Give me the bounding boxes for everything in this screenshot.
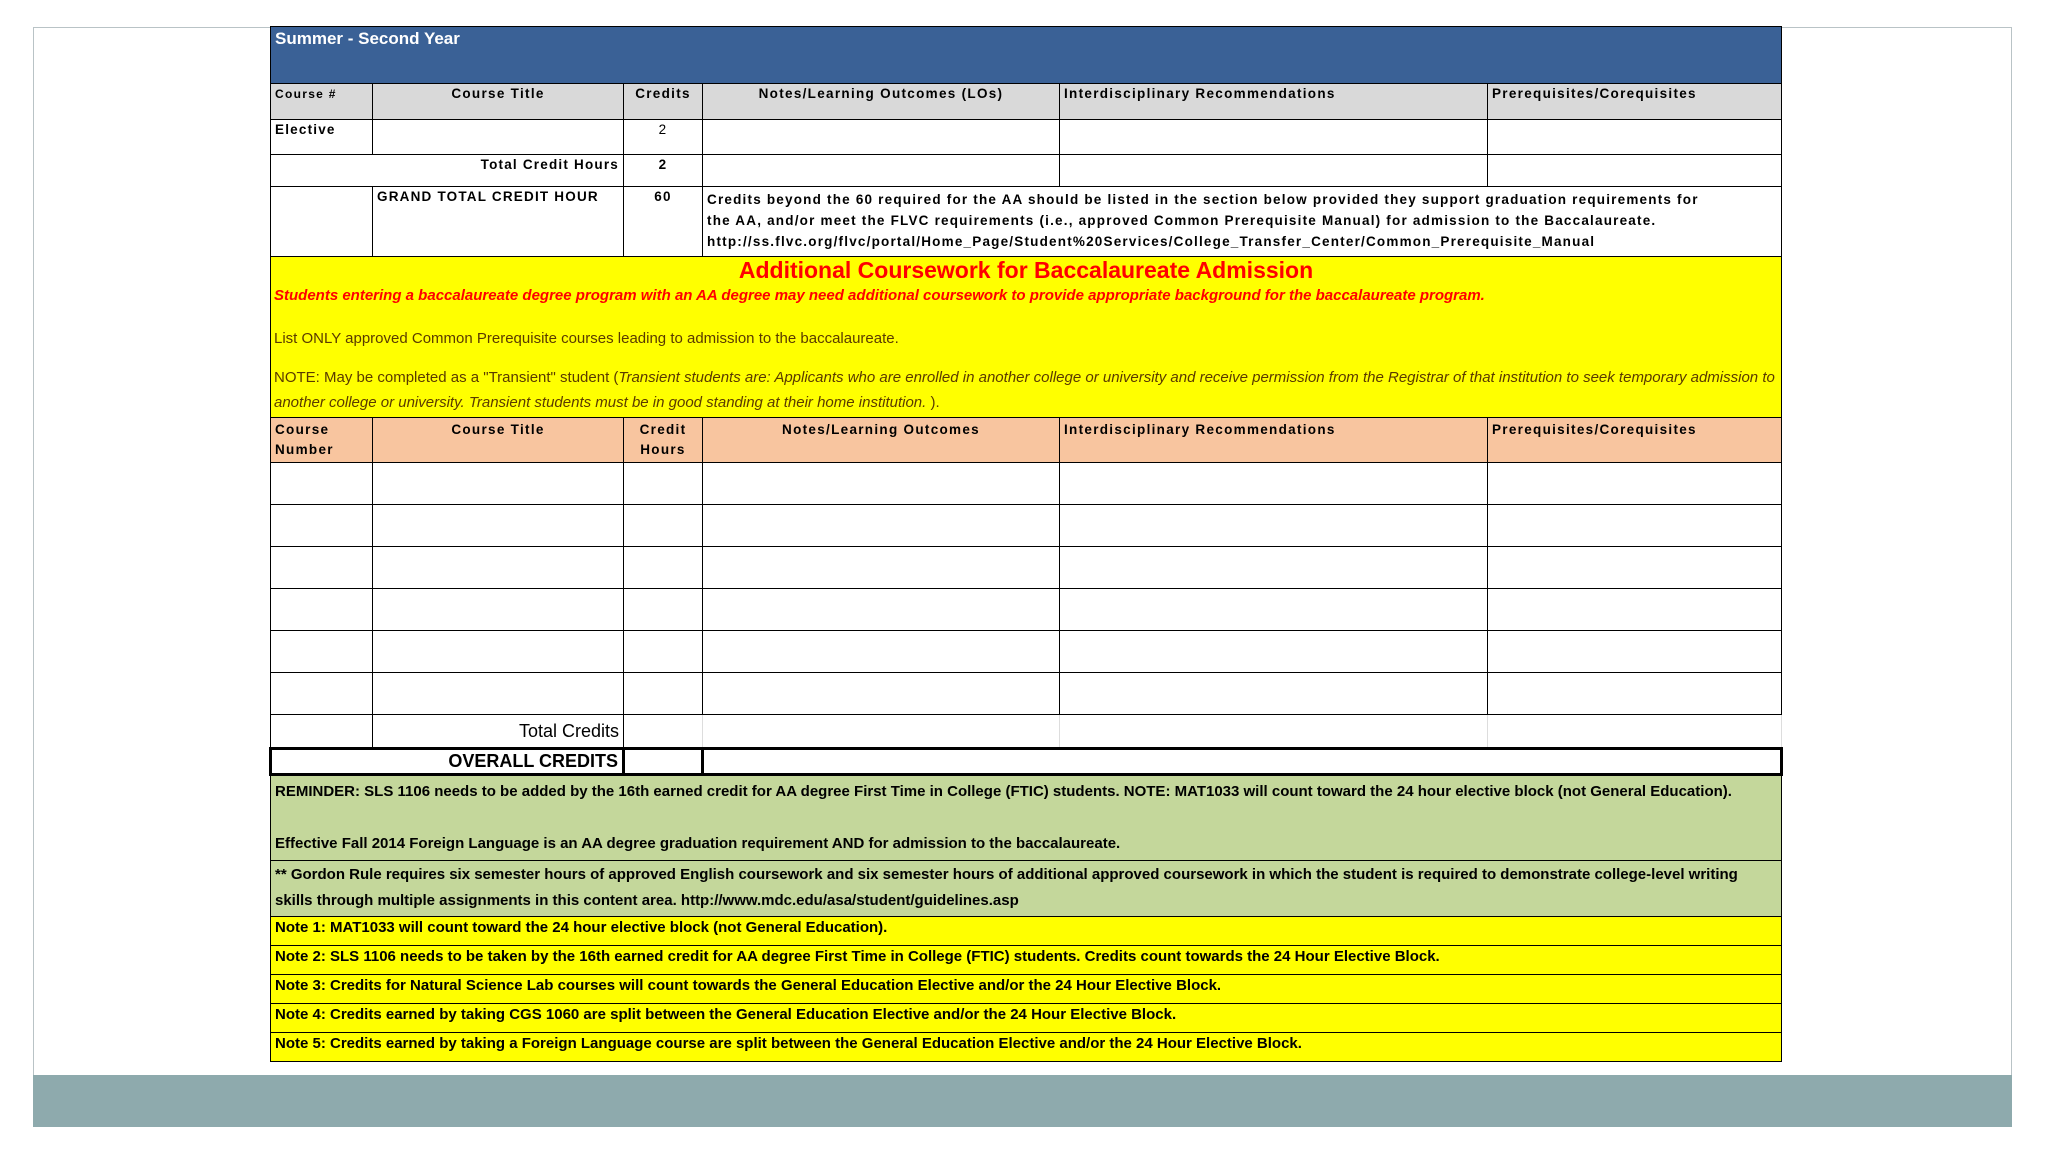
transient-note-prefix: NOTE: May be completed as a "Transient" student (: [274, 369, 619, 386]
cell[interactable]: [703, 463, 1060, 505]
grand-total-note-link[interactable]: http://ss.flvc.org/flvc/portal/Home_Page/Student%20Services/College_Transfer_Center/Common_Prerequisite_Manual: [707, 234, 1596, 249]
col-prerequisites: Prerequisites/Corequisites: [1488, 84, 1782, 120]
slide-footer-band: [33, 1075, 2012, 1127]
blank-cell: [1488, 715, 1782, 749]
note-5: Note 5: Credits earned by taking a Foreign Language course are split between the General Education Elective and/or the 24 Hour Elective Block.: [271, 1033, 1782, 1062]
gordon-rule-text: ** Gordon Rule requires six semester hours of approved English coursework and six semester hours of additional approved coursework in which the student is required to demonstrate college-level writing skills through multiple assignments in this content area. http://www.mdc.edu/asa/student/guidelines.asp: [271, 861, 1782, 917]
total-credit-hours-row: [271, 155, 1782, 187]
col-notes-2: Notes/Learning Outcomes: [703, 418, 1060, 463]
note-3: Note 3: Credits for Natural Science Lab courses will count towards the General Education Elective and/or the 24 Hour Elective Block.: [271, 975, 1782, 1004]
col-course-title-2: Course Title: [373, 418, 624, 463]
cell[interactable]: [624, 463, 703, 505]
cell[interactable]: [1488, 463, 1782, 505]
cell[interactable]: [271, 547, 373, 589]
cell[interactable]: [373, 463, 624, 505]
gordon-rule-row: [271, 861, 1782, 917]
cell[interactable]: [1488, 547, 1782, 589]
cell[interactable]: [373, 505, 624, 547]
reminder-row: [271, 775, 1782, 861]
cell[interactable]: [1060, 673, 1488, 715]
grand-total-note: [703, 187, 1782, 257]
elective-row: [271, 120, 1782, 155]
transient-note-italic: Transient students are: Applicants who are enrolled in another college or university and receive permission from the Registrar of that institution to seek temporary admission to another college or university. Transient students must be in good standing at their home institution.: [274, 369, 1775, 411]
cell[interactable]: [373, 673, 624, 715]
blank-cell: [624, 715, 703, 749]
grand-total-note-line-1: Credits beyond the 60 required for the AA should be listed in the section below provided they support graduation requirements for: [707, 192, 1699, 207]
col-course-title: Course Title: [373, 84, 624, 120]
cell[interactable]: [271, 463, 373, 505]
table-row: [271, 631, 1782, 673]
cell[interactable]: [624, 631, 703, 673]
cell[interactable]: [703, 547, 1060, 589]
cell[interactable]: [271, 505, 373, 547]
blank-cell: [271, 715, 373, 749]
col-interdisciplinary-2: Interdisciplinary Recommendations: [1060, 418, 1488, 463]
note-4: Note 4: Credits earned by taking CGS 1060 are split between the General Education Elective and/or the 24 Hour Elective Block.: [271, 1004, 1782, 1033]
cell[interactable]: [271, 631, 373, 673]
blank-cell: [703, 749, 1782, 775]
cell[interactable]: [624, 673, 703, 715]
grand-total-value: 60: [624, 187, 703, 257]
blank-cell: [1488, 155, 1782, 187]
additional-intro: Students entering a baccalaureate degree program with an AA degree may need additional coursework to provide appropriate background for the baccalaureate program.: [274, 287, 1485, 304]
total-credit-hours-label: Total Credit Hours: [271, 155, 624, 187]
spacer: [274, 351, 1778, 365]
cell[interactable]: [1060, 463, 1488, 505]
cell[interactable]: [1060, 505, 1488, 547]
foreign-language-text: Effective Fall 2014 Foreign Language is an AA degree graduation requirement AND for admission to the baccalaureate.: [275, 835, 1121, 852]
cell[interactable]: [624, 505, 703, 547]
note-row: [271, 1033, 1782, 1062]
elective-title-cell[interactable]: [373, 120, 624, 155]
table-row: [271, 547, 1782, 589]
cell[interactable]: [624, 547, 703, 589]
course-plan-table: [269, 26, 1783, 1062]
total-credits-label: Total Credits: [373, 715, 624, 749]
cell[interactable]: [703, 631, 1060, 673]
cell[interactable]: [1488, 505, 1782, 547]
cell[interactable]: [703, 589, 1060, 631]
cell[interactable]: [271, 589, 373, 631]
col-course-number-2: Course Number: [271, 418, 373, 463]
cell[interactable]: [1488, 631, 1782, 673]
yellow-banner-cell: [271, 257, 1782, 418]
elective-notes-cell[interactable]: [703, 120, 1060, 155]
cell[interactable]: [373, 589, 624, 631]
cell[interactable]: [703, 505, 1060, 547]
cell[interactable]: [703, 673, 1060, 715]
col-credits: Credits: [624, 84, 703, 120]
overall-credits-value[interactable]: [624, 749, 703, 775]
col-interdisciplinary: Interdisciplinary Recommendations: [1060, 84, 1488, 120]
transient-note: [274, 365, 1778, 415]
note-row: [271, 946, 1782, 975]
blank-cell: [1060, 715, 1488, 749]
elective-prereq-cell[interactable]: [1488, 120, 1782, 155]
grand-total-note-line-2: the AA, and/or meet the FLVC requirements (i.e., approved Common Prerequisite Manual) for admission to the Baccalaureate.: [707, 213, 1657, 228]
grand-total-row: [271, 187, 1782, 257]
cell[interactable]: [1488, 589, 1782, 631]
blank-cell: [703, 155, 1060, 187]
cell[interactable]: [1060, 631, 1488, 673]
additional-column-headers: [271, 418, 1782, 463]
col-credit-hours-2: Credit Hours: [624, 418, 703, 463]
col-prerequisites-2: Prerequisites/Corequisites: [1488, 418, 1782, 463]
reminder-cell: [271, 775, 1782, 861]
table-row: [271, 673, 1782, 715]
total-credits-row: [271, 715, 1782, 749]
note-2: Note 2: SLS 1106 needs to be taken by the 16th earned credit for AA degree First Time in College (FTIC) students. Credits count towards the 24 Hour Elective Block.: [271, 946, 1782, 975]
elective-credits: 2: [624, 120, 703, 155]
total-credit-hours-value: 2: [624, 155, 703, 187]
cell[interactable]: [373, 631, 624, 673]
summer-column-headers: [271, 84, 1782, 120]
overall-credits-label: OVERALL CREDITS: [271, 749, 624, 775]
spacer: [274, 308, 1778, 326]
elective-interdisciplinary-cell[interactable]: [1060, 120, 1488, 155]
overall-credits-row: [271, 749, 1782, 775]
reminder-text: REMINDER: SLS 1106 needs to be added by the 16th earned credit for AA degree First Time in College (FTIC) students. NOTE: MAT1033 will count toward the 24 hour elective block (not General Education).: [275, 783, 1732, 800]
cell[interactable]: [373, 547, 624, 589]
table-row: [271, 463, 1782, 505]
note-row: [271, 917, 1782, 946]
cell[interactable]: [1060, 589, 1488, 631]
grand-total-label: GRAND TOTAL CREDIT HOUR: [373, 187, 624, 257]
additional-coursework-banner: [271, 257, 1782, 418]
table-row: [271, 505, 1782, 547]
table-row: [271, 589, 1782, 631]
cell[interactable]: [1060, 547, 1488, 589]
blank-cell: [1060, 155, 1488, 187]
summer-title: Summer - Second Year: [271, 27, 1782, 84]
additional-coursework-title: Additional Coursework for Baccalaureate Admission: [738, 257, 1314, 283]
elective-label: Elective: [271, 120, 373, 155]
cell[interactable]: [271, 673, 373, 715]
col-course-number: Course #: [271, 84, 373, 120]
cell[interactable]: [1488, 673, 1782, 715]
col-notes: Notes/Learning Outcomes (LOs): [703, 84, 1060, 120]
summer-header-row: [271, 27, 1782, 84]
list-only-note: List ONLY approved Common Prerequisite courses leading to admission to the baccalaureate.: [274, 330, 899, 347]
note-1: Note 1: MAT1033 will count toward the 24 hour elective block (not General Education).: [271, 917, 1782, 946]
blank-cell: [703, 715, 1060, 749]
spacer: [275, 805, 1777, 831]
note-row: [271, 975, 1782, 1004]
blank-cell: [271, 187, 373, 257]
transient-note-suffix: ).: [926, 394, 940, 411]
cell[interactable]: [624, 589, 703, 631]
note-row: [271, 1004, 1782, 1033]
